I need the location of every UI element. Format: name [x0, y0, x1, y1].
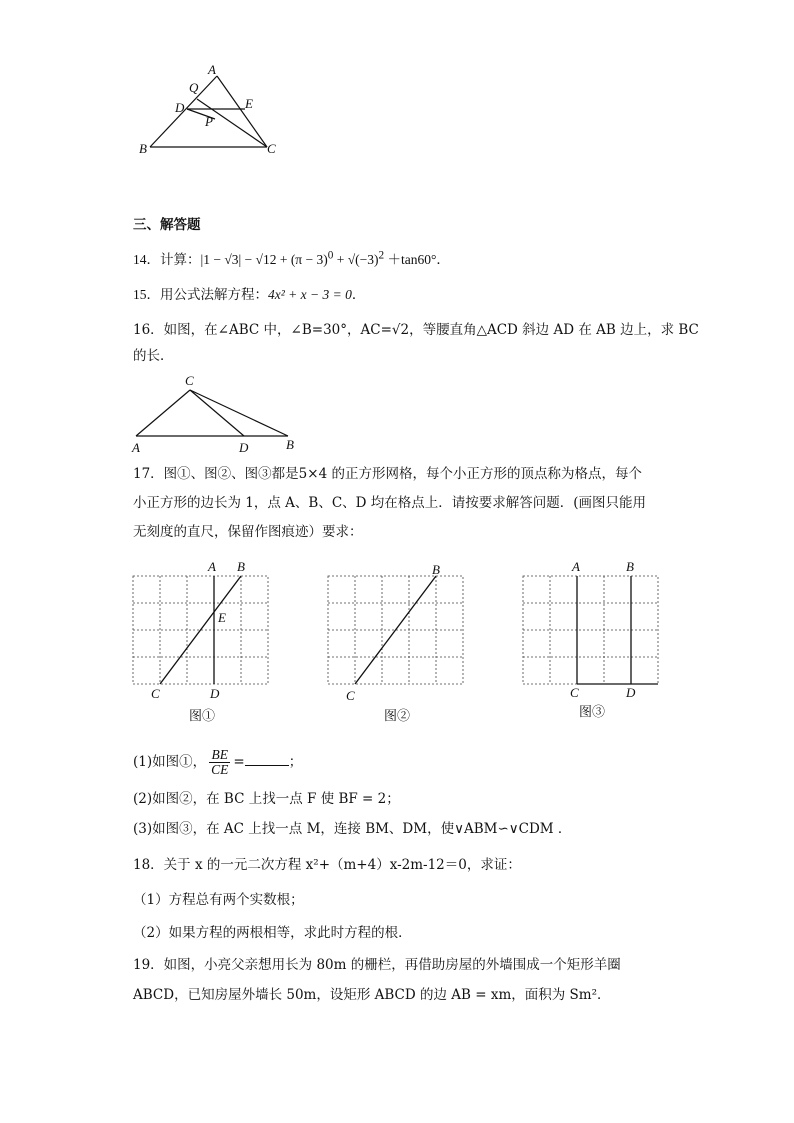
- q14-expression: $|1 - √3| - √12 + (\pi - 3)^0 + √(-3)^2$: [200, 249, 385, 267]
- question-14: [133, 248, 450, 268]
- label-c: C: [151, 686, 160, 701]
- grid-figure-2: [320, 558, 480, 728]
- section-title: 三、解答题: [133, 217, 201, 233]
- label-a: A: [572, 559, 580, 574]
- q15-end: ．: [351, 287, 366, 302]
- label-d: D: [626, 685, 636, 700]
- question-19-line1: 19．如图，小亮父亲想用长为 80m 的栅栏，再借助房屋的外墙围成一个矩形羊圈: [133, 957, 621, 973]
- label-d: D: [239, 440, 249, 454]
- grid-figure-3: [515, 558, 675, 728]
- segment-cd: [190, 390, 244, 436]
- segment-ac: [217, 76, 267, 147]
- label-c: C: [267, 141, 276, 156]
- label-b: B: [432, 562, 440, 577]
- q15-prefix: 15．用公式法解方程：: [133, 287, 268, 302]
- caption-fig-2: 图②: [384, 708, 411, 723]
- label-c: C: [346, 688, 355, 703]
- label-e: E: [218, 610, 226, 625]
- q17-sub2: (2)如图②，在 BC 上找一点 F 使 BF = 2；: [133, 791, 400, 807]
- question-18-line1: 18．关于 x 的一元二次方程 x²+（m+4）x-2m-12＝0，求证：: [133, 857, 521, 873]
- label-a: A: [132, 440, 140, 454]
- label-p: P: [205, 114, 213, 129]
- label-e: E: [245, 96, 253, 111]
- label-a: A: [208, 62, 216, 77]
- segment-ac: [136, 390, 190, 436]
- q17-sub1-prefix: (1)如图①，: [133, 754, 207, 770]
- question-18-sub1: （1）方程总有两个实数根；: [133, 892, 304, 908]
- question-16-line1: 16．如图，在∠ABC 中，∠B=30°，AC=√2，等腰直角△ACD 斜边 AD 在 AB 边上，求 BC: [133, 322, 699, 338]
- label-c: C: [570, 685, 579, 700]
- q17-sub1-eq: =: [233, 754, 245, 770]
- fraction-numerator: BE: [209, 748, 230, 763]
- question-17-line3: 无刻度的直尺，保留作图痕迹）要求：: [133, 524, 363, 540]
- fraction-denominator: CE: [211, 762, 229, 777]
- triangle-figure-top: [135, 62, 285, 162]
- label-d: D: [175, 100, 185, 115]
- label-b: B: [139, 141, 147, 156]
- q17-fraction: [209, 748, 230, 777]
- q17-sub1: [133, 748, 302, 777]
- q17-sub3: (3)如图③，在 AC 上找一点 M，连接 BM、DM，使∨ABM∽∨CDM ．: [133, 821, 572, 837]
- segment-cb: [190, 390, 288, 436]
- label-d: D: [210, 686, 220, 701]
- caption-fig-1: 图①: [189, 708, 216, 723]
- question-15: [133, 283, 365, 303]
- question-17-line2: 小正方形的边长为 1，点 A、B、C、D 均在格点上．请按要求解答问题．(画图只能用: [133, 495, 647, 511]
- question-19-line2: ABCD，已知房屋外墙长 50m，设矩形 ABCD 的边 AB = xm，面积为 Sm²．: [133, 987, 611, 1003]
- label-b: B: [237, 559, 245, 574]
- q17-sub1-end: ；: [288, 754, 303, 770]
- label-b: B: [626, 559, 634, 574]
- label-a: A: [208, 559, 216, 574]
- segment-cb: [355, 576, 436, 684]
- label-q: Q: [189, 80, 199, 95]
- question-16-line2: 的长．: [133, 348, 174, 364]
- question-17-line1: 17．图①、图②、图③都是5×4 的正方形网格，每个小正方形的顶点称为格点，每个: [133, 466, 642, 482]
- q14-prefix: 14．计算：: [133, 252, 201, 267]
- grid-figure-1: [125, 558, 285, 728]
- label-c: C: [185, 373, 194, 388]
- q14-tail: ＋tan60°．: [387, 252, 450, 267]
- segment-cb: [160, 576, 241, 684]
- question-18-sub2: （2）如果方程的两根相等，求此时方程的根．: [133, 925, 412, 941]
- caption-fig-3: 图③: [579, 704, 606, 719]
- triangle-figure-q16: [128, 372, 308, 454]
- label-b: B: [286, 437, 294, 452]
- q15-equation: 4x² + x − 3 = 0: [268, 287, 352, 302]
- answer-blank: [245, 753, 289, 766]
